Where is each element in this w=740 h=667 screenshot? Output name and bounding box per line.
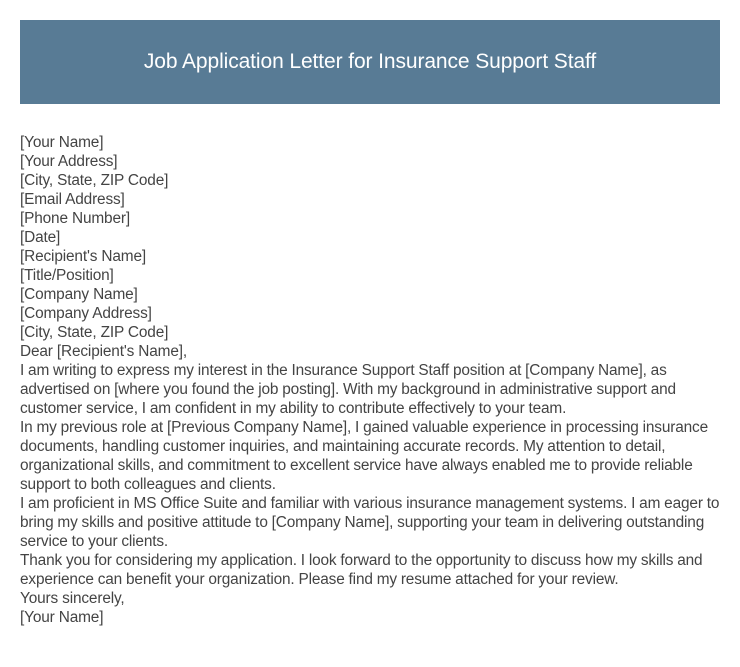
sender-phone: [Phone Number]: [20, 210, 130, 227]
recipient-city-state-zip: [City, State, ZIP Code]: [20, 324, 169, 341]
paragraph-intro: I am writing to express my interest in the Insurance Support Staff position at [Company Name], as advertised on [where you found the job posting]. With my background in administrative support and customer service, I am confident in my ability to contribute effectively to your team.: [20, 362, 676, 417]
sender-city-state-zip: [City, State, ZIP Code]: [20, 172, 169, 189]
recipient-company: [Company Name]: [20, 286, 138, 303]
sender-email: [Email Address]: [20, 191, 125, 208]
letter-body: [20, 133, 720, 627]
page-title: Job Application Letter for Insurance Support Staff: [143, 50, 597, 73]
paragraph-skills: I am proficient in MS Office Suite and familiar with various insurance management systems. I am eager to bring my skills and positive attitude to [Company Name], supporting your team in delivering outstanding service to your clients.: [20, 495, 720, 550]
closing: Yours sincerely,: [20, 590, 125, 607]
sender-block: [20, 133, 720, 247]
salutation: Dear [Recipient's Name],: [20, 343, 187, 360]
letter-date: [Date]: [20, 229, 61, 246]
recipient-block: [20, 247, 720, 342]
signature: [Your Name]: [20, 609, 104, 626]
recipient-title: [Title/Position]: [20, 267, 114, 284]
header-banner: [20, 20, 720, 104]
sender-address: [Your Address]: [20, 153, 118, 170]
recipient-address: [Company Address]: [20, 305, 152, 322]
paragraph-experience: In my previous role at [Previous Company Name], I gained valuable experience in processing insurance documents, handling customer inquiries, and maintaining accurate records. My attention to detail, organizational skills, and commitment to excellent service have always enabled me to provide reliable support to both colleagues and clients.: [20, 419, 708, 493]
paragraph-closing: Thank you for considering my application. I look forward to the opportunity to discuss how my skills and experience can benefit your organization. Please find my resume attached for your review.: [20, 552, 703, 588]
recipient-name: [Recipient's Name]: [20, 248, 146, 265]
sender-name: [Your Name]: [20, 134, 104, 151]
